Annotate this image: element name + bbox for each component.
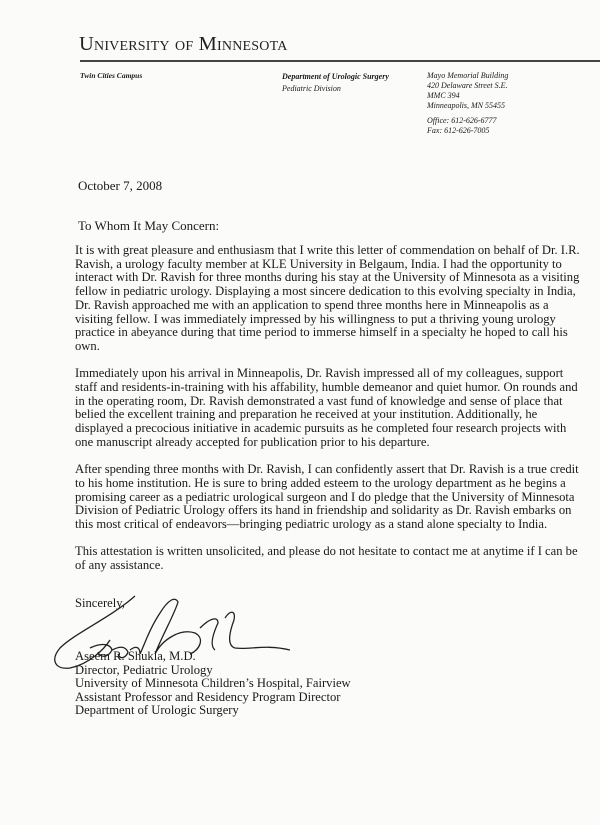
address-line: Minneapolis, MN 55455 (427, 101, 505, 110)
salutation: To Whom It May Concern: (78, 218, 220, 233)
paragraph: This attestation is written unsolicited, and please do not hesitate to contact me at anytime if I can be of any assistance. (75, 544, 578, 573)
letter-body (75, 244, 580, 587)
paragraph: After spending three months with Dr. Ravish, I can confidently assert that Dr. Ravish is a true credit to his home institution. He is sure to bring added esteem to the urology department as he begins a promising career as a pediatric urological surgeon and I do pledge that the University of Minnesota Division of Pediatric Urology offers its hand in friendship and solidarity as Dr. Ravish embarks on this most critical of endeavors—bringing pediatric urology as a stand alone specialty to India. (75, 462, 579, 532)
division-name: Pediatric Division (282, 84, 341, 93)
campus-name: Twin Cities Campus (80, 71, 143, 80)
closing: Sincerely, (75, 596, 125, 610)
signer-title: Director, Pediatric Urology (75, 662, 213, 677)
address-line: MMC 394 (427, 91, 460, 100)
fax-number: Fax: 612-626-7005 (427, 126, 490, 135)
address-block (427, 71, 508, 136)
signer-department: Department of Urologic Surgery (75, 703, 239, 717)
address-line: 420 Delaware Street S.E. (427, 81, 508, 90)
address-line: Mayo Memorial Building (427, 71, 509, 80)
signature-block (75, 650, 351, 718)
signer-title: Assistant Professor and Residency Program Director (75, 689, 341, 704)
signer-name: Aseem R. Shukla, M.D. (75, 649, 196, 663)
office-phone: Office: 612-626-6777 (427, 116, 497, 125)
signer-affiliation: University of Minnesota Children’s Hospital, Fairview (75, 676, 351, 690)
department-name: Department of Urologic Surgery (282, 72, 389, 81)
letter-date: October 7, 2008 (78, 178, 163, 193)
letterhead-rule (80, 60, 600, 62)
university-name: University of Minnesota (79, 33, 288, 55)
paragraph: It is with great pleasure and enthusiasm that I write this letter of commendation on behalf of Dr. I.R. Ravish, a urology faculty member at KLE University in Belgaum, India. I had the opportunity to interact with Dr. Ravish for three months during his stay at the University of Minnesota as a visiting fellow in pediatric urology. Displaying a most sincere dedication to this evolving specialty in India, Dr. Ravish approached me with an application to spend three months here in Minneapolis as a visiting fellow. I was immediately impressed by his willingness to put a thriving young urology practice in abeyance during that time period to immerse himself in a specialty he hoped to call his own. (75, 243, 580, 353)
paragraph: Immediately upon his arrival in Minneapolis, Dr. Ravish impressed all of my colleagues, support staff and residents-in-training with his affability, humble demeanor and quiet humor. On rounds and in the operating room, Dr. Ravish demonstrated a vast fund of knowledge and sense of place that belied the excellent training and preparation he received at your institution. Additionally, he displayed a precocious initiative in academic pursuits as he completed four research projects with one manuscript already accepted for publication prior to his departure. (75, 366, 578, 449)
department-block (282, 71, 389, 95)
